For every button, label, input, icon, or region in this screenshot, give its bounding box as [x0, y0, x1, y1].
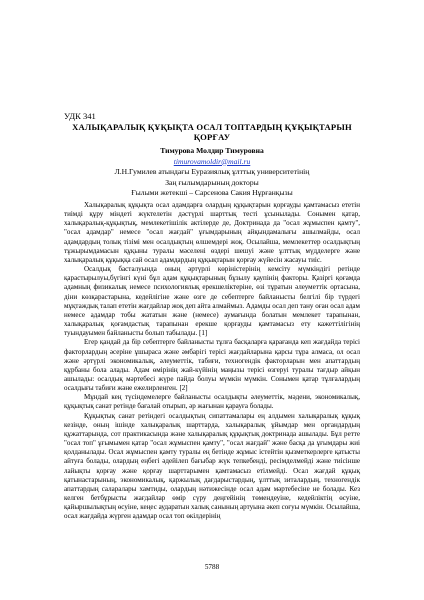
- author-name: Тимурова Молдир Тимуровна: [160, 146, 264, 155]
- paragraph: Егер қандай да бір себептерге байланысты тұлға басқаларға қарағанда кеп жағдайда терісі факторлардың әсеріне ұшыраса және әмбарігі терісі жағдайларына қарсы тұра алмаса, ол осал және әртүрлі экономикалық, әлеуметтік, табиғи, техногендік факторларын мен апаттардың құрбаны бола алады. Адам өмірінің жай-күйінің маңызы терісі өзгеруі туралы тағдыр айқын ашылады: осалдық мәртебесі жүре пайда болуы мүмкін мүмкін. Сонымен қатар тұлғалардың осалдығы табиғи және ежелирленген. [2]: [64, 338, 360, 393]
- udc-code: УДК 341: [64, 111, 96, 121]
- paragraph: Құқықтық санат ретіндегі осалдықтың сипаттамалары ең алдымен халықаралық құқық кезінде, оның ішінде халықаралық шарттарда, халықаралық ұйымдар мен органдардың құжаттарында, сот практикасында және халықаралық құқықтық доктринада ашылады. Бұл ретте "осал топ" ұғымымен қатар "осал жұмыспен қамту", "осал жағдай" және басқа да ұғымдары жиі қолданылады. Осал жұмыспен қамту туралы ең бетінде жұмыс істейтін қызметкерлерге қатысты айтуға болады, олардың еңбегі әдейілеп бағыбар жүк тепкебенді, ресімделмейді және тиісінше лайықты қорғау және қорғау шарттарымен қамтамасыз етілмейді. Осал жағдай құқық қатынастарының, экономикалық, қаржылық дағдарыстардың, ұлттық зиталардың, техногендік апаттардың саларалары хамтиды, олардың нәтижесінде осал адам мәртебесіне не болады. Кез келген бетбұрысты жағдайлар өмір сүру деңгейінің төмендеуіне, кедейліктің өсуіне, қайыршылықтың өсуіне, кеңес аударатын халық санының артуына әкеп соғуы мүмкін. Осылайша, осал жағдайда жүрген адамдар осал топ өкілдерінің: [64, 411, 360, 521]
- author-affiliation: Л.Н.Гумилев атындағы Еуразиялық ұлттық университетінің: [114, 167, 310, 177]
- paper-title: ХАЛЫҚАРАЛЫҚ ҚҰҚЫҚТА ОСАЛ ТОПТАРДЫҢ ҚҰҚЫҚТАРЫН ҚОРҒАУ: [72, 122, 352, 142]
- page-number: 5788: [204, 563, 220, 571]
- author-block: [60, 146, 364, 199]
- author-degree: Заң ғылымдарының докторы: [165, 177, 259, 187]
- paragraph: Халықаралық құқықта осал адамдарға олардың құқықтарын қорғауды қамтамасыз ететін тиімді құру міндеті жүктелетін дәстүрлі шарттық тесті ұсынылады. Сонымен қатар, халықаралық-құқықтық, мемлекетішілік актілерде де, Доктринада да "осал жұмыспен қамту", "осал адамдар" немесе "осал жағдай" ұғымдарының айқындамалығы ашылмайды, осал адамдардың толық тізімі мен осалдықтың өлшемдері жоқ. Осылайша, мемлекеттер осалдықтың тұжырымдамасын құқыны туралы мәселені өздері шешуі және ұлттық мүдделерге және халықаралық құқыққа сай осал адамдардың құқықтарын қорғау жүйесін жасауы тиіс.: [64, 201, 360, 264]
- paragraph: Мұндай кең түсіндемелерге байланысты осалдықты әлеуметтік, мәдени, экономикалық, құқықтық санат ретінде бағалай отырып, әр жағынан қарауға болады.: [64, 393, 360, 411]
- author-email-link[interactable]: timurovamoldir@mail.ru: [173, 156, 251, 166]
- supervisor-line: Ғылыми жетекші – Сарсенова Сакия Нұрғанқызы: [131, 188, 293, 198]
- paper-body: [64, 201, 360, 521]
- paragraph: Осалдық басталуында оның әртүрлі көріністерінің кемсіту мүмкіндігі ретінде қарастырылуы,бүгінгі күні бұл адам құқықтарының бұзылу қаупінің факторы. Қазіргі қоғамда адамның физикалық немесе психологиялық ерекшеліктеріне, өзі тұратын әлеуметтік ортасына, діни көзқарастарына, кедейлігіне және өзге де себептерге байланысты белгілі бір түрдегі мұқтаждық талап ететін жағдайлар жоқ деп айта алмаймыз. Адамды осал деп тану оған осал адам немесе адамдар тобы жататын және (немесе) аумағында болатын мемлекет тарапынан, халықаралық қоғамдастық тарапынан ерекше қорғауды қамтамасыз ету кажеттілігінің туындауымен байланысты болып табылады. [1]: [64, 265, 360, 338]
